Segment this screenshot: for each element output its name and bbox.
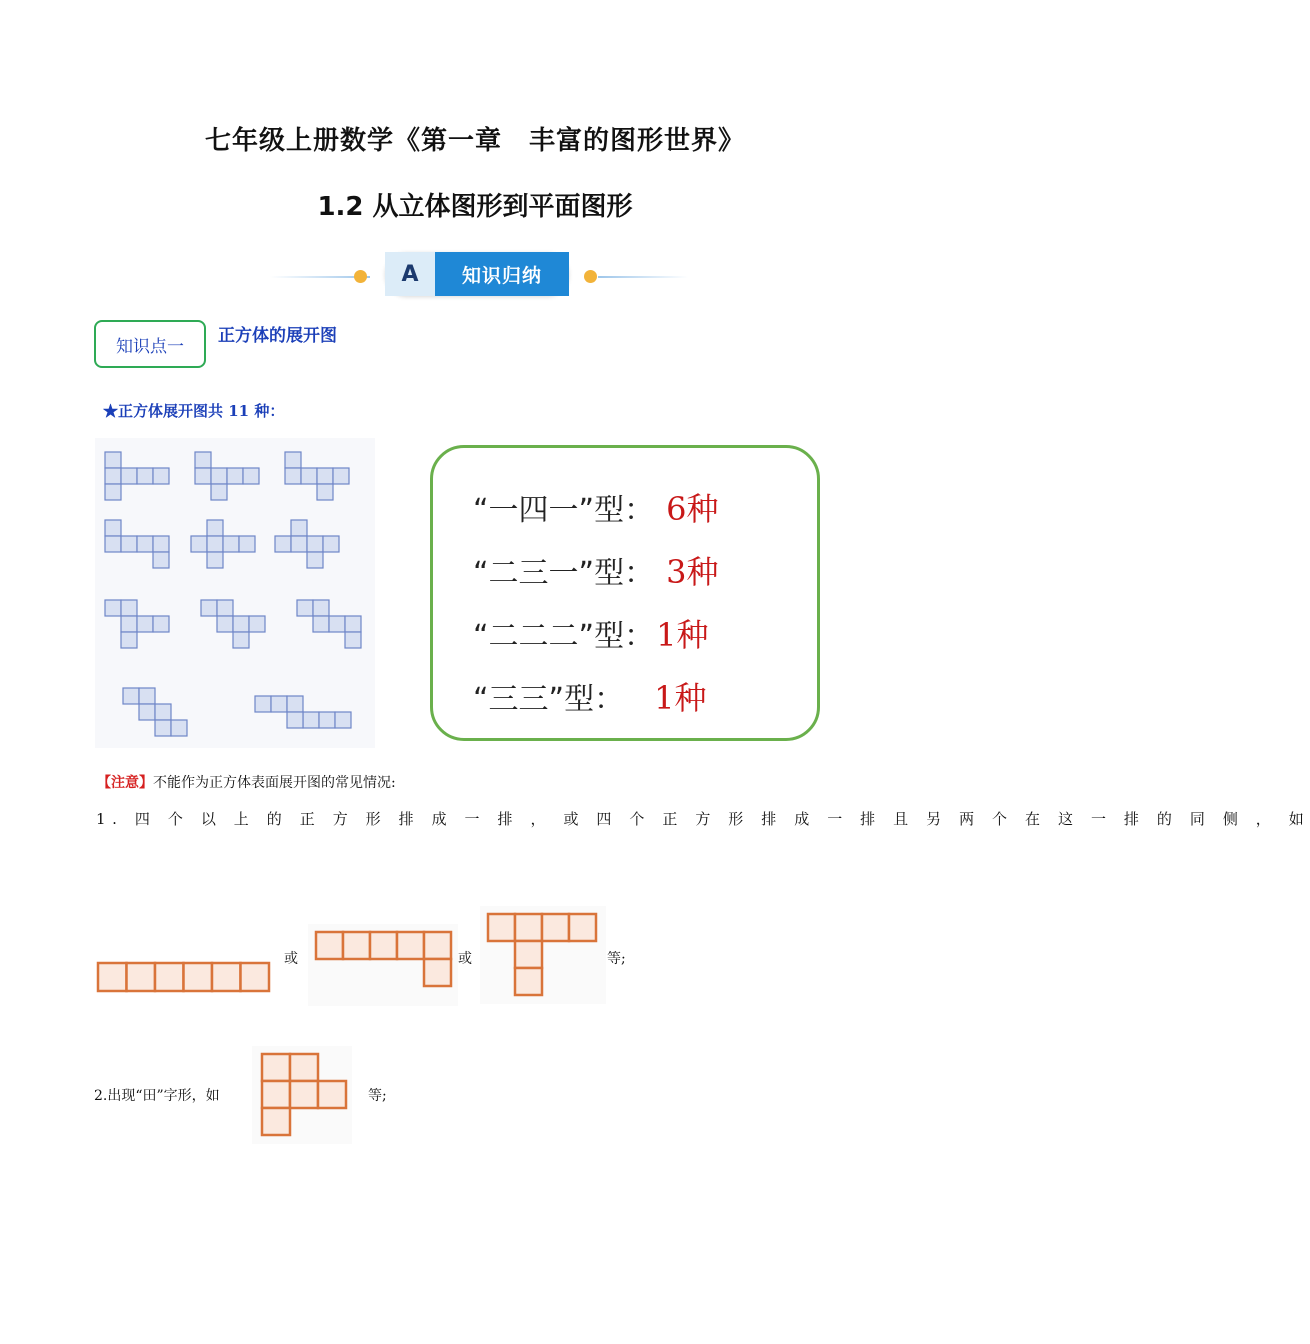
invalid-net-tian-shape <box>252 1046 352 1144</box>
cube-nets-diagram <box>95 438 375 748</box>
knowledge-point-tag: 知识点一 <box>94 320 206 368</box>
invalid-net-five-in-row <box>308 924 458 1006</box>
item-2-text: 2.出现“田”字形，如 <box>94 1088 220 1104</box>
page-title: 七年级上册数学《第一章 丰富的图形世界》 <box>204 126 745 156</box>
knowledge-point-title: 正方体的展开图 <box>218 326 337 346</box>
banner-dot-left <box>354 270 367 283</box>
type-count: 1种 <box>656 616 709 654</box>
type-label: “二二二”型： <box>473 619 655 654</box>
type-count: 6种 <box>666 490 719 528</box>
note-text: 不能作为正方体表面展开图的常见情况: <box>153 775 396 791</box>
banner-dot-right <box>584 270 597 283</box>
invalid-net-six-in-row <box>96 960 272 994</box>
note-tag: 【注意】 <box>97 775 153 791</box>
type-row <box>473 547 718 593</box>
or-text: 或 <box>284 951 298 967</box>
note-line <box>97 772 396 792</box>
type-label: “三三”型： <box>473 682 625 717</box>
banner-label: 知识归纳 <box>435 252 569 296</box>
banner-letter: A <box>385 252 435 296</box>
etc-text: 等; <box>607 951 626 967</box>
type-count: 3种 <box>666 553 719 591</box>
cube-nets-count-line: ★正方体展开图共 11 种： <box>103 402 285 420</box>
type-label: “一四一”型： <box>473 493 655 528</box>
knowledge-summary-banner <box>385 252 569 296</box>
or-text: 或 <box>458 951 472 967</box>
type-row <box>473 673 706 719</box>
type-label: “二三一”型： <box>473 556 655 591</box>
item-1-text: 1. 四 个 以 上 的 正 方 形 排 成 一 排 ， 或 四 个 正 方 形 排 成 一 排 且 另 两 个 在 这 一 排 的 同 侧 ， 如 <box>96 810 1310 828</box>
invalid-net-four-row-same-side <box>480 906 606 1004</box>
type-row <box>473 484 718 530</box>
net-types-box <box>430 445 820 741</box>
section-title: 1.2 从立体图形到平面图形 <box>317 192 633 222</box>
banner-line-right <box>598 276 688 278</box>
type-row <box>473 610 708 656</box>
etc-text: 等; <box>368 1088 387 1104</box>
type-count: 1种 <box>654 679 707 717</box>
